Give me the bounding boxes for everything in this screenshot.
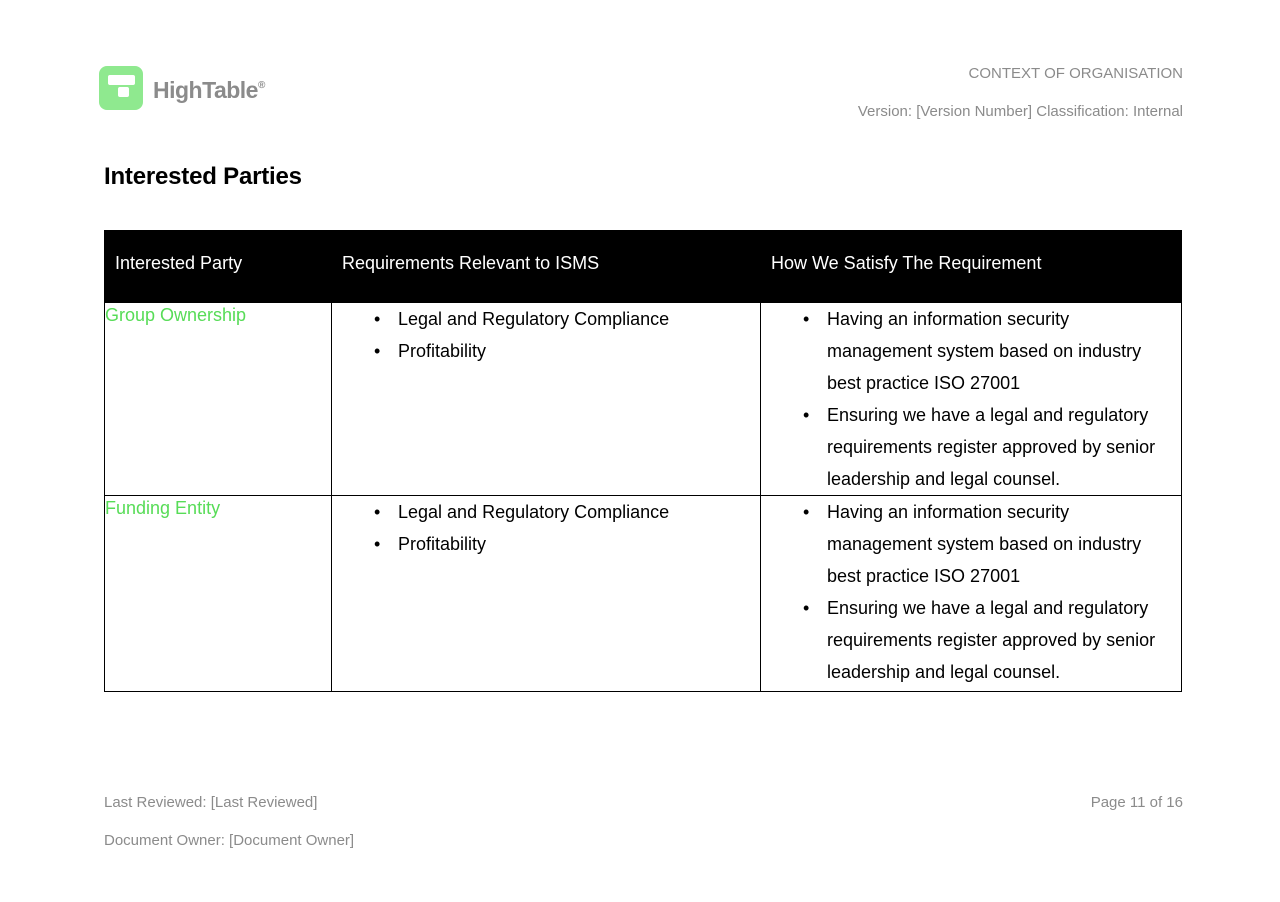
version-classification-line: Version: [Version Number] Classification: Internal bbox=[857, 103, 1183, 120]
registered-trademark-mark: ® bbox=[257, 80, 265, 91]
page-title: Interested Parties bbox=[104, 163, 302, 190]
requirement-item: • Profitability bbox=[398, 528, 746, 560]
satisfy-item: • Having an information security management system based on industry best practice ISO 27001 bbox=[827, 496, 1167, 592]
requirements-cell bbox=[332, 303, 761, 496]
party-name: Funding Entity bbox=[105, 498, 221, 518]
party-cell bbox=[105, 303, 332, 496]
requirement-item: • Profitability bbox=[398, 335, 746, 367]
party-name: Group Ownership bbox=[105, 305, 247, 325]
table-header-row bbox=[105, 231, 1182, 303]
requirements-cell bbox=[332, 496, 761, 692]
requirement-item: • Legal and Regulatory Compliance bbox=[398, 303, 746, 335]
last-reviewed-text: Last Reviewed: [Last Reviewed] bbox=[104, 794, 318, 811]
satisfy-list bbox=[761, 303, 1181, 495]
document-owner-text: Document Owner: [Document Owner] bbox=[104, 832, 355, 849]
satisfy-cell bbox=[761, 303, 1182, 496]
brand-name-text: HighTable bbox=[153, 77, 258, 103]
logo-table-top-shape bbox=[108, 75, 135, 85]
requirements-list bbox=[332, 303, 760, 367]
page-number: Page 11 of 16 bbox=[1090, 794, 1183, 811]
column-header-how-we-satisfy: How We Satisfy The Requirement bbox=[761, 231, 1182, 303]
satisfy-item: • Ensuring we have a legal and regulatory requirements register approved by senior leadership and legal counsel. bbox=[827, 592, 1167, 688]
table-row-group-ownership bbox=[105, 303, 1182, 496]
column-header-interested-party: Interested Party bbox=[105, 231, 332, 303]
brand-name bbox=[153, 64, 265, 112]
column-header-requirements: Requirements Relevant to ISMS bbox=[332, 231, 761, 303]
hightable-logo-icon bbox=[99, 66, 143, 110]
requirement-item: • Legal and Regulatory Compliance bbox=[398, 496, 746, 528]
document-context-title: CONTEXT OF ORGANISATION bbox=[968, 65, 1183, 82]
document-header-right bbox=[858, 65, 1183, 121]
requirements-list bbox=[332, 496, 760, 560]
satisfy-list bbox=[761, 496, 1181, 688]
interested-parties-table bbox=[104, 230, 1182, 692]
table-row-funding-entity bbox=[105, 496, 1182, 692]
satisfy-item: • Ensuring we have a legal and regulatory requirements register approved by senior leadership and legal counsel. bbox=[827, 399, 1167, 495]
brand-logo bbox=[99, 64, 265, 112]
satisfy-cell bbox=[761, 496, 1182, 692]
logo-table-leg-shape bbox=[118, 87, 129, 97]
party-cell bbox=[105, 496, 332, 692]
satisfy-item: • Having an information security management system based on industry best practice ISO 27001 bbox=[827, 303, 1167, 399]
